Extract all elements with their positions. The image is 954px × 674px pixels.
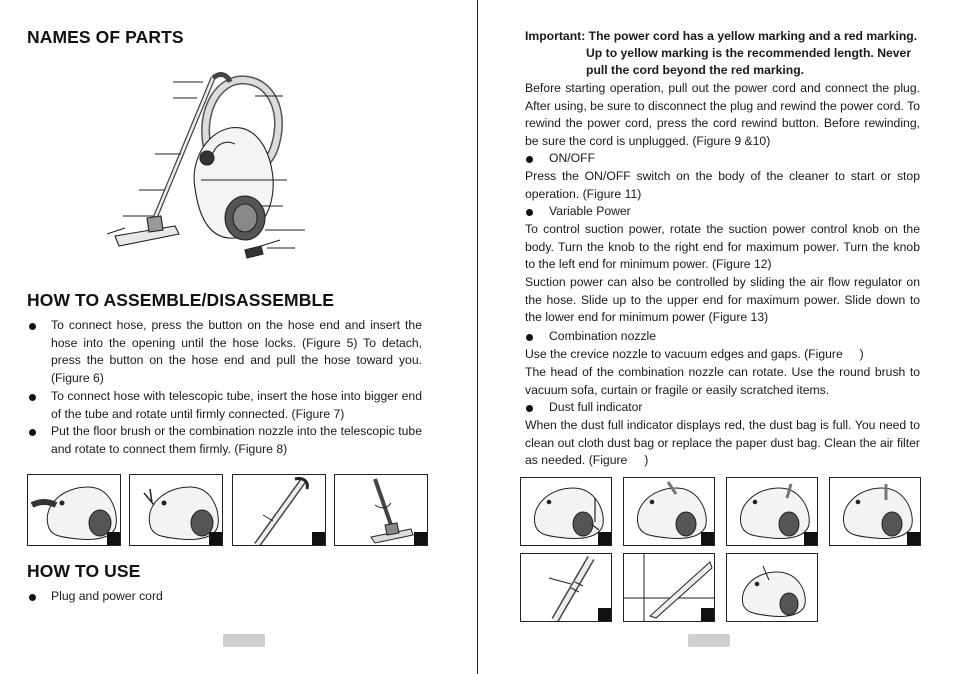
bullet-variable-power: Variable Power — [549, 204, 631, 218]
page-divider — [477, 0, 478, 674]
figure-10 — [623, 477, 715, 546]
bullet-icon — [526, 405, 533, 412]
figure-12 — [829, 477, 921, 546]
vacuum-cleaner-illustration — [95, 68, 310, 268]
figure-tag — [107, 532, 120, 545]
bullet-icon — [29, 394, 36, 401]
figure-tag — [907, 532, 920, 545]
figure-crevice-nozzle — [623, 553, 715, 622]
figure-tag — [701, 608, 714, 621]
bullet-dust-full: Dust full indicator — [549, 400, 643, 414]
onoff-instructions: Press the ON/OFF switch on the body of the cleaner to start or stop operation. (Figure 11) — [525, 169, 920, 201]
assemble-item-3: Put the floor brush or the combination nozzle into the telescopic tube and rotate to connect them firmly. (Figure 8) — [51, 424, 422, 456]
vacuum-parts-diagram — [95, 68, 310, 268]
page-number-box-left — [223, 634, 265, 647]
assemble-item-2: To connect hose with telescopic tube, insert the hose into bigger end of the tube and rotate until firmly connected. (Figure 7) — [51, 389, 422, 421]
nozzle-instructions-2: The head of the combination nozzle can rotate. Use the round brush to vacuum sofa, curtain or fragile or easily scratched items. — [525, 365, 920, 397]
dust-instructions: When the dust full indicator displays red, the dust bag is full. You need to clean out cloth dust bag or replace the paper dust bag. Clean the air filter as needed. (Figure ) — [525, 418, 924, 468]
figure-13 — [520, 553, 612, 622]
power-instructions-2: Suction power can also be controlled by sliding the air flow regulator on the hose. Slide up to the upper end for maximum power. Slide down to the lower end for minimum power (Figure 13) — [525, 275, 920, 325]
vacuum-body-illustration — [727, 554, 818, 622]
bullet-icon — [526, 334, 533, 341]
important-line-3: pull the cord beyond the red marking. — [586, 63, 805, 77]
figure-tag — [804, 532, 817, 545]
important-line-2: Up to yellow marking is the recommended length. Never — [586, 46, 912, 60]
important-line-1: Important: The power cord has a yellow marking and a red marking. — [525, 29, 918, 43]
figure-tag — [598, 532, 611, 545]
use-item-plug: Plug and power cord — [51, 589, 163, 603]
bullet-combination-nozzle: Combination nozzle — [549, 329, 657, 343]
assemble-item-1: To connect hose, press the button on the hose end and insert the hose into the opening until the hose locks. (Figure 5) To detach, press the button on the hose end and pull the hose toward you. (Figure 6) — [51, 318, 422, 386]
bullet-icon — [29, 323, 36, 330]
nozzle-instructions-1: Use the crevice nozzle to vacuum edges and gaps. (Figure ) — [525, 347, 864, 361]
heading-names-of-parts: NAMES OF PARTS — [27, 27, 184, 47]
figure-tag — [414, 532, 427, 545]
figure-5 — [27, 474, 121, 546]
heading-how-to-use: HOW TO USE — [27, 561, 141, 581]
bullet-onoff: ON/OFF — [549, 151, 596, 165]
figure-6 — [129, 474, 223, 546]
bullet-icon — [29, 429, 36, 436]
figure-tag — [209, 532, 222, 545]
figure-tag — [701, 532, 714, 545]
bullet-icon — [29, 594, 36, 601]
bullet-icon — [526, 209, 533, 216]
power-instructions-1: To control suction power, rotate the suction power control knob on the body. Turn the knob to the right end for maximum power. Turn the knob to the left end for minimum power. (Figure 12) — [525, 222, 920, 272]
figure-8 — [334, 474, 428, 546]
figure-tag — [312, 532, 325, 545]
figure-11 — [726, 477, 818, 546]
plug-instructions: Before starting operation, pull out the power cord and connect the plug. After using, be sure to disconnect the plug and rewind the power cord. To rewind the power cord, press the cord rewind button. Before rewinding, be sure the cord is unplugged. (Figure 9 &10) — [525, 81, 920, 149]
figure-7 — [232, 474, 326, 546]
heading-assemble: HOW TO ASSEMBLE/DISASSEMBLE — [27, 290, 335, 310]
page-number-box-right — [688, 634, 730, 647]
figure-tag — [598, 608, 611, 621]
figure-dust-indicator — [726, 553, 818, 622]
figure-9 — [520, 477, 612, 546]
bullet-icon — [526, 156, 533, 163]
